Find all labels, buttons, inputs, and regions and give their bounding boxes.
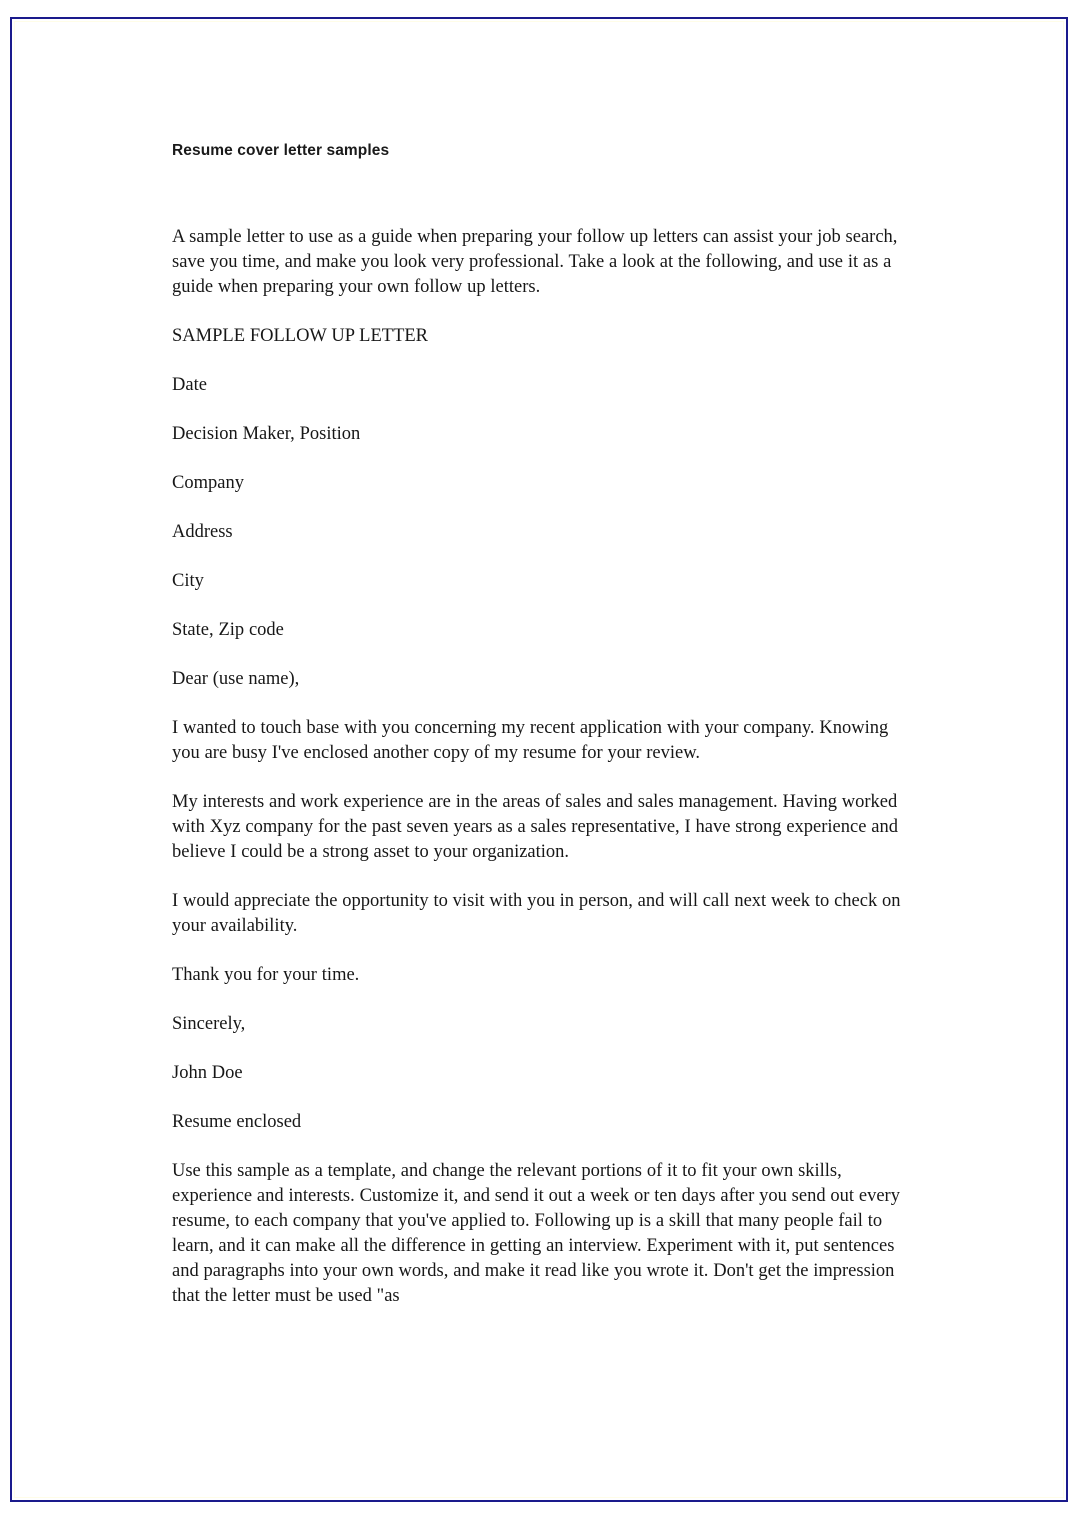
address-line-recipient: Decision Maker, Position xyxy=(172,424,361,444)
thank-you-line: Thank you for your time. xyxy=(172,965,360,985)
address-line-date: Date xyxy=(172,375,207,395)
address-line-state-zip: State, Zip code xyxy=(172,620,284,640)
closing-line: Sincerely, xyxy=(172,1014,246,1034)
closing-note-paragraph: Use this sample as a template, and change the relevant portions of it to fit your own skills, experience and interests. Customize it, and send it out a week or ten days after you send out every resume, to each company that you've applied to. Following up is a skill that many people fail to learn, and it can make all the difference in getting an interview. Experiment with it, put sentences and paragraphs into your own words, and make it read like you wrote it. Don't get the impression that the letter must be used "as xyxy=(172,1161,900,1306)
letter-paragraph-3: I would appreciate the opportunity to visit with you in person, and will call next week to check on your availability. xyxy=(172,891,901,936)
intro-paragraph: A sample letter to use as a guide when preparing your follow up letters can assist your job search, save you time, and make you look very professional. Take a look at the following, and use it as a guide when preparing your own follow up letters. xyxy=(172,227,898,297)
address-line-company: Company xyxy=(172,473,244,493)
salutation: Dear (use name), xyxy=(172,669,300,689)
document-content xyxy=(172,141,920,1333)
enclosure-line: Resume enclosed xyxy=(172,1112,302,1132)
address-line-city: City xyxy=(172,571,204,591)
page-title: Resume cover letter samples xyxy=(172,142,390,159)
letter-paragraph-2: My interests and work experience are in the areas of sales and sales management. Having worked with Xyz company for the past seven years as a sales representative, I have strong experience and believe I could be a strong asset to your organization. xyxy=(172,792,898,862)
document-page xyxy=(10,17,1068,1502)
signature-name: John Doe xyxy=(172,1063,243,1083)
address-line-address: Address xyxy=(172,522,233,542)
sample-letter-title: SAMPLE FOLLOW UP LETTER xyxy=(172,326,429,346)
letter-paragraph-1: I wanted to touch base with you concerning my recent application with your company. Knowing you are busy I've enclosed another copy of my resume for your review. xyxy=(172,718,889,763)
letter-body xyxy=(172,225,920,1309)
